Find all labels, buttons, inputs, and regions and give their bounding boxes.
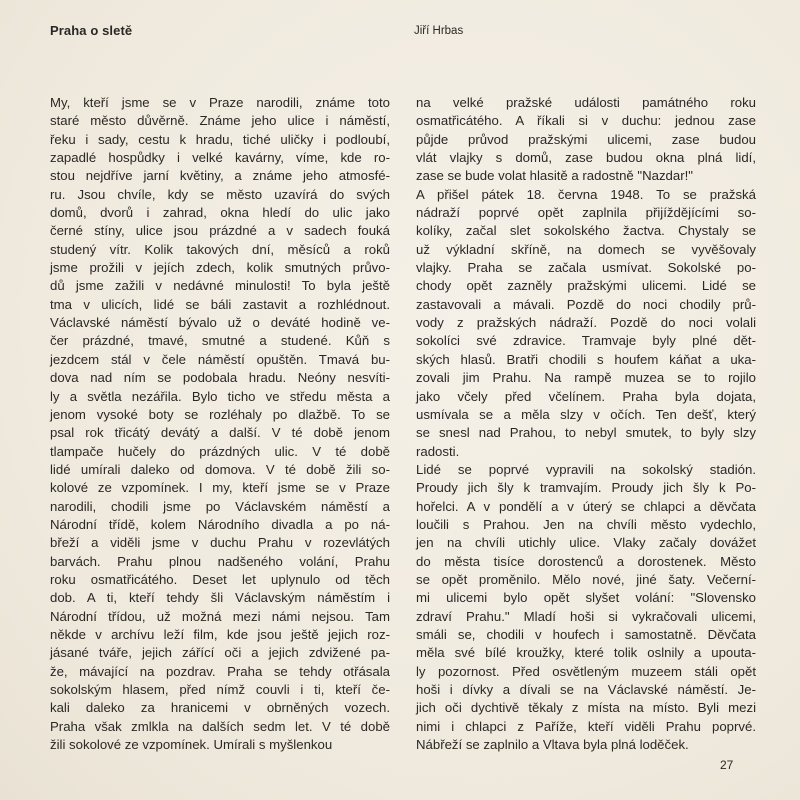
text-line: dob. A ti, kteří tehdy šli Václavským náměstím i [50,590,390,606]
text-line: jen na chvíli utichly ulice. Vlaky začaly dovážet [416,535,756,551]
text-line: Václavské náměstí bývalo už o deváté hodině ve- [50,315,390,331]
text-line: čer prázdné, tmavé, smutné a studené. Kůň s [50,333,390,349]
text-line: staré město důvěrně. Známe jeho ulice i náměstí, [50,113,390,129]
text-line: A přišel pátek 18. června 1948. To se pražská [416,186,756,202]
text-line: jsme prožili v jejích zdech, kolik smutných průvo- [50,260,390,276]
right-text-column [416,94,756,754]
text-line: lidé umírali daleko od domova. V té době žili so- [50,461,390,477]
text-line: se opět proměnilo. Mělo nové, jiné šaty. Večerní- [416,571,756,587]
text-line: vlát vlajky s domů, zase budou okna plná lidí, [416,150,756,166]
text-line: měla své bílé kroužky, které tolik oslnily a upouta- [416,645,756,661]
text-line: zdraví Prahu." Mladí hoši si vykračovali ulicemi, [416,608,756,624]
text-line: psal rok třicátý devátý a další. V té době jenom [50,425,390,441]
text-line: někde v archívu leží film, kde jsou ještě jejich roz- [50,626,390,642]
text-line: jich oči dychtivě těkaly z místa na místo. Byli mezi [416,700,756,716]
text-line: vlajky. Praha se začala usmívat. Sokolské po- [416,260,756,276]
text-line: zase se bude volat hlasitě a radostně "Nazdar!" [416,168,693,184]
text-line: Národní třídou, už možná mezi námi nejsou. Tam [50,608,390,624]
text-line: narodili, chodili jsme po Václavském náměstí a [50,498,390,514]
text-line: tlampače hučely do prázdných ulic. V té době [50,443,390,459]
text-line: ských hlasů. Bratři chodili s houfem káňat a uka- [416,351,756,367]
text-line: radosti. [416,443,460,459]
text-line: domů, dvorů i zahrad, okna hledí do ulic jako [50,205,390,221]
text-line: studený vítr. Kolik takových dní, měsíců a roků [50,241,390,257]
text-line: žili sokolové ze vzpomínek. Umírali s myšlenkou [50,737,333,753]
text-line: kolíky, začal slet sokolského žactva. Chystaly se [416,223,756,239]
text-line: sokolským hlasem, před nímž couvli i ti, kteří če- [50,682,390,697]
text-line: dova nad ním se podobala hradu. Neóny nesvíti- [50,370,390,386]
text-line: půjde průvod pražskými ulicemi, zase budou [416,131,756,147]
text-line: kali daleko za hranicemi v obrněných vozech. [50,700,390,716]
text-line: Národní třídě, kolem Národního divadla a po ná- [50,516,390,532]
text-line: kolové ze vzpomínek. I my, kteří jsme se v Praze [50,480,390,496]
text-line: se snesl nad Prahou, to nebyl smutek, to byly slzy [416,425,756,441]
text-line: už výkladní skříně, na domech se vyvěšovaly [416,241,756,257]
text-line: ly pozornost. Před osvětleným muzeem stáli opět [416,663,756,679]
text-line: dů jsme zažili v nedávné minulosti! To byla ještě [50,278,390,294]
text-line: Lidé se poprvé vypravili na sokolský stadión. [416,461,756,477]
text-line: Praha však zmlkla na dalších sedm let. V té době [50,718,390,734]
page-number: 27 [720,758,734,772]
text-line: sokolíci své zdravice. Tramvaje byly plné dět- [416,333,756,349]
chapter-title: Praha o sletě [50,23,133,38]
text-line: zastavovali a mávali. Pozdě do noci chodily prů- [416,296,756,312]
text-line: jezdcem stál v čele náměstí opuštěn. Tmavá bu- [50,351,390,367]
text-line: Proudy jich šly k tramvajím. Proudy jich šly k Po- [416,480,756,496]
text-line: zovali jim Prahu. Na rampě muzea se to rojilo [416,370,756,386]
text-line: ru. Jsou chvíle, kdy se město uzavírá do svých [50,186,390,202]
left-text-column [50,94,390,754]
text-line: loučili s Prahou. Jen na chvíli město vydechlo, [416,516,756,532]
text-line: jenom vysoké boty se rozléhaly po dlažbě. To se [50,406,390,422]
text-line: usmívala se a měla slzy v očích. Ten dešť, který [416,406,756,422]
text-line: že, mávající na pozdrav. Praha se tehdy otřásala [50,663,390,679]
text-line: nimi i chlapci z Paříže, kteří viděli Prahu poprvé. [416,718,756,734]
text-line: osmatřicátého. A říkali si v duchu: jednou zase [416,113,756,129]
text-line: řeku i sady, cestu k hradu, tiché uličky i podloubí, [50,131,390,147]
text-line: roku osmatřicátého. Deset let uplynulo od těch [50,571,390,587]
text-line: My, kteří jsme se v Praze narodili, známe toto [50,95,390,110]
text-line: stou nejdříve jarní květiny, a známe jeho atmosfé- [50,168,390,184]
text-line: Nábřeží se zaplnilo a Vltava byla plná loděček. [416,737,689,753]
text-line: barvách. Prahu plnou nadšeného volání, Prahu [50,553,390,569]
text-line: smáli se, chodili v houfech i samostatně. Děvčata [416,626,756,642]
text-line: chody opět zazněly pražskými ulicemi. Lidé se [416,278,756,294]
text-line: hořelci. A v pondělí a v úterý se chlapci a děvčata [416,498,756,514]
text-line: černé stíny, ulice jsou prázdné a v sadech fouká [50,223,390,239]
text-line: jako včely před včelínem. Praha byla dojata, [416,388,756,404]
text-line: zapadlé hospůdky i velké kavárny, víme, kde ro- [50,150,390,166]
text-line: tma v ulicích, lidé se báli zastavit a rozhlédnout. [50,296,390,312]
text-line: nádraží poprvé opět zaplnila přijíždějícími so- [416,205,756,221]
text-line: břeží a viděli jsme v duchu Prahu v rozevlátých [50,535,390,551]
text-line: jásané tváře, jejich zářící oči a jejich zdvižené pa- [50,645,390,661]
text-line: mi ulicemi bylo opět slyšet volání: "Slovensko [416,590,756,606]
text-line: hoši i dívky a dívali se na Václavské náměstí. Je- [416,682,756,697]
author-name: Jiří Hrbas [414,25,464,37]
text-line: na velké pražské události památného roku [416,95,756,110]
text-line: do města tisíce dorostenců a dorostenek. Město [416,553,756,569]
text-line: vody z pražských nádraží. Pozdě do noci volali [416,315,756,331]
text-line: ly a světla nezářila. Bylo ticho ve středu města a [50,388,390,404]
